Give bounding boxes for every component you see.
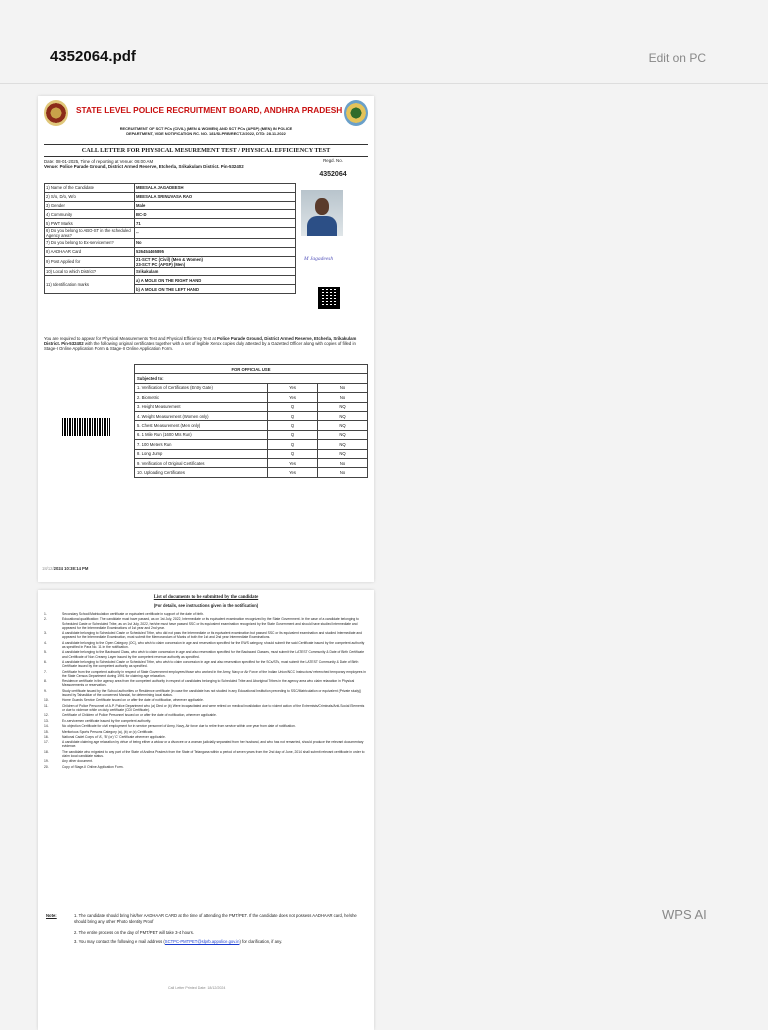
candidate-photo bbox=[301, 190, 343, 236]
detail-row bbox=[45, 219, 296, 228]
document-item bbox=[44, 698, 368, 702]
official-cell-a: Yes bbox=[268, 468, 318, 477]
identification-label: 11) Identification marks bbox=[45, 276, 135, 294]
document-item bbox=[44, 679, 368, 687]
document-item-text: Ex-servicemen certificate issued by the competent authority. bbox=[62, 718, 151, 723]
identification-a: a) A MOLE ON THE RIGHT HAND bbox=[135, 276, 296, 285]
official-cell-item: 6. 1 Mile Run (1600 Mts Run) bbox=[135, 430, 268, 439]
document-item-text: Study certificate issued by the School authorities or Residence certificate (in case the candidate has not studied in any Educational Institution preceding to SSC/Matriculation or equivalent (Private study)) issued by Tahasildar of the concerned Mandal, for determining local status. bbox=[62, 688, 362, 697]
note-1: 1. The candidate should bring his/her AADHAAR CARD at the time of attending the PMT/PET. If the candidate does not possess AADHAAR card, he/she should bring any other Photo Identity Proof bbox=[74, 913, 357, 924]
documents-page bbox=[38, 590, 374, 1030]
document-item-number: 19. bbox=[44, 759, 49, 764]
detail-row bbox=[45, 210, 296, 219]
document-item-number: 12. bbox=[44, 713, 49, 718]
detail-label: 10) Local to which District? bbox=[45, 267, 135, 276]
document-item-number: 2. bbox=[44, 617, 47, 622]
document-item-number: 9. bbox=[44, 688, 47, 693]
document-item-number: 5. bbox=[44, 650, 47, 655]
document-item bbox=[44, 641, 368, 649]
call-letter-title: CALL LETTER FOR PHYSICAL MESUREMENT TEST / PHYSICAL EFFICIENCY TEST bbox=[81, 147, 331, 154]
official-cell-item: 9. Verification of Original Certificates bbox=[135, 458, 268, 467]
print-timestamp bbox=[42, 566, 88, 571]
document-item bbox=[44, 750, 368, 758]
date-line: Date: 08-01-2025, Time of reporting at Venue: 06:00 AM bbox=[44, 159, 154, 164]
official-cell-item: 2. Biometric bbox=[135, 393, 268, 402]
detail-value: -- bbox=[135, 227, 296, 238]
wps-ai-button[interactable]: WPS AI bbox=[662, 907, 707, 922]
detail-label: 9) Post Applied for bbox=[45, 256, 135, 267]
official-row bbox=[135, 468, 368, 477]
note-3 bbox=[74, 939, 368, 945]
document-item bbox=[44, 612, 368, 616]
document-item-text: A candidate claiming age relaxation by virtue of being either a widow or a divorcee or a woman judicially separated from her husband, and who has not remarried, should produce the relevant documentary evidence. bbox=[62, 740, 364, 749]
identification-b: b) A MOLE ON THE LEFT HAND bbox=[135, 285, 296, 294]
regd-label: Regd. No. bbox=[323, 158, 343, 163]
detail-label: 4) Community bbox=[45, 210, 135, 219]
date-venue bbox=[44, 159, 296, 170]
detail-value: 526454465895 bbox=[135, 247, 296, 256]
document-item-number: 10. bbox=[44, 698, 49, 703]
photo-head bbox=[315, 198, 329, 215]
official-cell-a: Q bbox=[268, 430, 318, 439]
document-item-text: Home Guards Service Certificate issued on or after the date of notification, wherever applicable. bbox=[62, 698, 204, 703]
document-item-text: The candidate who migrated to any part of the State of Andhra Pradesh from the State of Telangana within a period of seven years from the 2nd day of June, 2014 shall submit relevant certificate in order to claim local candidate status. bbox=[62, 749, 365, 759]
detail-value: 71 bbox=[135, 219, 296, 228]
official-cell-item: 4. Weight Measurement (Women only) bbox=[135, 411, 268, 420]
divider bbox=[44, 156, 368, 157]
official-row bbox=[135, 383, 368, 392]
official-cell-item: 8. Long Jump bbox=[135, 449, 268, 458]
recruitment-line-1: RECRUITMENT OF SCT PCs (CIVIL) (MEN & WOMEN) AND SCT PCs (APSP) (MEN) IN POLICE bbox=[119, 126, 293, 131]
official-row bbox=[135, 430, 368, 439]
document-item-text: Secondary School/Matriculation certificate or equivalent certificate in support of the date of birth. bbox=[62, 612, 204, 616]
document-item-number: 3. bbox=[44, 631, 47, 636]
top-bar bbox=[0, 0, 768, 84]
document-item bbox=[44, 724, 368, 728]
official-cell-a: Q bbox=[268, 440, 318, 449]
identification-row bbox=[45, 276, 296, 285]
note-label: Note: bbox=[46, 913, 57, 918]
official-header-row bbox=[135, 365, 368, 374]
document-item-text: A candidate belonging to the Open Category (OC), who wish to claim concession in age and reservation specified for the EWS category, should submit the said Certificate issued by the competent authority as specified in Para No. 11 in the notification. bbox=[62, 640, 365, 649]
instruction-paragraph bbox=[44, 336, 368, 352]
detail-value: MEESALA JAGADEESH bbox=[135, 184, 296, 193]
detail-label: 8) AADHAAR Card bbox=[45, 247, 135, 256]
document-item-number: 16. bbox=[44, 734, 49, 739]
official-row bbox=[135, 411, 368, 420]
official-cell-b: No bbox=[318, 393, 368, 402]
qr-code-icon bbox=[320, 289, 338, 307]
document-item-number: 1. bbox=[44, 612, 47, 616]
document-item bbox=[44, 670, 368, 678]
police-emblem-icon bbox=[44, 100, 68, 126]
printed-date-footer: Call Letter Printed Date: 18/12/2024 bbox=[168, 986, 226, 990]
document-item-text: A candidate belonging to Scheduled Caste or Scheduled Tribe, who wish to claim concession in age and also reservation specified for the SCs/STs, must submit the LATEST Community & Date of Birth Certificate issued by the competent authority as specified. bbox=[62, 659, 359, 669]
document-item-number: 20. bbox=[44, 764, 49, 769]
official-cell-a: Yes bbox=[268, 458, 318, 467]
document-item-number: 15. bbox=[44, 729, 49, 734]
timestamp: 2024 10:38:14 PM bbox=[53, 566, 89, 571]
contact-email-link[interactable]: SCTPC-PMTPET@slprb.appolice.gov.in bbox=[164, 939, 240, 944]
document-item-text: Educational qualification: The candidate must have passed, as on 1st July, 2022, Intermediate or its equivalent examination recognized by the State Government. In the case of a candidate belonging to Scheduled Caste or Scheduled Tribe, as on 1st July, 2022, he/she must have passed SSC or its equivalent examination recognized by the State Government and should have studied Intermediate and appeared for the Intermediate Examinations of 1st year and 2nd year. bbox=[62, 617, 359, 630]
document-item bbox=[44, 617, 368, 630]
document-item bbox=[44, 650, 368, 658]
document-item-number: 11. bbox=[44, 703, 49, 708]
detail-value: BC-D bbox=[135, 210, 296, 219]
detail-value: 21-SCT PC (Civil) (Men & Women) 23-SCT PC (APSP) (Men) bbox=[135, 256, 296, 267]
detail-label: 6) Do you belong to ABO-ST in the scheduled Agency area? bbox=[45, 227, 135, 238]
recruitment-notice bbox=[48, 126, 364, 136]
detail-row bbox=[45, 256, 296, 267]
barcode-icon bbox=[62, 418, 110, 436]
document-item-text: Certificate of Children of Police Personnel issued on or after the date of notification, wherever applicable. bbox=[62, 713, 217, 718]
official-cell-a: Q bbox=[268, 449, 318, 458]
detail-label: 7) Do you belong to Ex-servicemen? bbox=[45, 238, 135, 247]
document-item-number: 6. bbox=[44, 659, 47, 664]
document-item-text: Meritorious Sports Persons Category (a), (b) or (c) Certificate. bbox=[62, 729, 154, 734]
document-item bbox=[44, 730, 368, 734]
detail-row bbox=[45, 192, 296, 201]
official-cell-item: 1. Verification of Certificates (Entry Gate) bbox=[135, 383, 268, 392]
recruitment-line-2: DEPARTMENT, VIDE NOTIFICATION RC. NO. 181/SLPRB/RECT.2/2022, DTD: 28.11.2022 bbox=[126, 131, 286, 136]
file-name: 4352064.pdf bbox=[50, 48, 136, 65]
detail-row bbox=[45, 247, 296, 256]
document-item-text: A candidate belonging to Scheduled Caste or Scheduled Tribe, who did not pass the Intermediate or its equivalent examination but passed SSC or its equivalent examination and studied Intermediate and appeared for the Intermediate Examination, must submit the Memorandum of Marks of both the 1st and 2nd year Intermediate Examinations. bbox=[62, 631, 363, 640]
document-item-text: Copy of Stage-II Online Application Form. bbox=[62, 764, 124, 769]
document-item bbox=[44, 704, 368, 712]
official-use-table bbox=[134, 364, 368, 478]
detail-value: Male bbox=[135, 201, 296, 210]
venue-line: Venue: Police Parade Ground, District Armed Reserve, Etcherla, Srikakulam District. Pin-532402 bbox=[44, 164, 244, 170]
note-2: 2. The entire process on the day of PMT/PET will take 3-4 hours. bbox=[74, 930, 194, 935]
call-letter-page bbox=[38, 96, 374, 582]
official-row bbox=[135, 449, 368, 458]
state-emblem-icon bbox=[344, 100, 368, 126]
document-item bbox=[44, 765, 368, 769]
document-item-text: Certificate from the competent authority in respect of State Government employees/those who worked in the Army, Navy or Air Force of the Indian Union/NCC Instructors/ retrenched temporary employees in the State Census Department during 1991 for claiming age relaxation. bbox=[62, 669, 366, 678]
paragraph-text-end: with the following original certificates together with a set of legible Xerox copies duly attested by a Gazetted Officer along with copies of filled in Stage-I Online Application Form & Stage-II Online Application Form. bbox=[44, 341, 356, 352]
document-item-number: 17. bbox=[44, 740, 49, 745]
document-item bbox=[44, 689, 368, 697]
official-cell-a: Yes bbox=[268, 393, 318, 402]
official-cell-a: Q bbox=[268, 411, 318, 420]
official-header: FOR OFFICIAL USE bbox=[135, 365, 368, 374]
detail-row bbox=[45, 201, 296, 210]
photo-body bbox=[307, 216, 337, 236]
documents-list bbox=[44, 612, 368, 770]
document-item-number: 8. bbox=[44, 679, 47, 684]
official-cell-b: No bbox=[318, 458, 368, 467]
note-3-end: ) for clarification, if any. bbox=[239, 939, 283, 944]
edit-on-pc-button[interactable]: Edit on PC bbox=[648, 51, 706, 65]
detail-row bbox=[45, 267, 296, 276]
detail-label: 1) Name of the Candidate bbox=[45, 184, 135, 193]
official-row bbox=[135, 421, 368, 430]
documents-title: List of documents to be submitted by the candidate bbox=[153, 595, 259, 600]
official-cell-item: 3. Height Measurement bbox=[135, 402, 268, 411]
document-item bbox=[44, 660, 368, 668]
detail-value: No bbox=[135, 238, 296, 247]
detail-label: 3) Gender bbox=[45, 201, 135, 210]
document-item-number: 7. bbox=[44, 669, 47, 674]
official-cell-item: 5. Chest Measurement (Men only) bbox=[135, 421, 268, 430]
official-cell-a: Yes bbox=[268, 383, 318, 392]
document-item-text: No objection Certificate for civil employment for in service personnel of Army, Navy, Air force due to retire from service within one year from date of notification. bbox=[62, 724, 296, 729]
document-item-number: 18. bbox=[44, 749, 49, 754]
official-cell-b: NQ bbox=[318, 449, 368, 458]
official-cell-a: Q bbox=[268, 421, 318, 430]
regd-number: 4352064 bbox=[319, 171, 347, 178]
timestamp-prefix: 18/12/ bbox=[42, 566, 54, 571]
candidate-details-table bbox=[44, 183, 296, 294]
detail-label: 2) S/o, D/o, W/o bbox=[45, 192, 135, 201]
paragraph-venue: Police Parade Ground, District Armed Reserve, Etcherla, Srikakulam District. Pin-532402 bbox=[44, 336, 357, 347]
document-item-text: Any other document. bbox=[62, 759, 93, 764]
board-title: STATE LEVEL POLICE RECRUITMENT BOARD, ANDHRA PRADESH bbox=[76, 105, 343, 115]
subjected-to-label: Subjected to: bbox=[135, 374, 368, 383]
official-cell-b: No bbox=[318, 468, 368, 477]
document-item bbox=[44, 631, 368, 639]
document-item bbox=[44, 759, 368, 763]
document-item-number: 4. bbox=[44, 640, 47, 645]
official-row bbox=[135, 402, 368, 411]
document-item-text: A candidate belonging to the Backward Class, who wish to claim concession in age and also reservation specified for the Backward Classes, must submit the LATEST Community & Date of Birth Certificate and Certificate of Non Creamy Layer issued by the competent revenue authority as specified. bbox=[62, 650, 365, 659]
detail-row bbox=[45, 227, 296, 238]
document-item-text: Residence certificate in the agency area from the competent authority in respect of candidates belonging to Scheduled Tribe and Aboriginal Tribes in the agency area who claim relaxation in Physical Measurements or reservation. bbox=[62, 679, 355, 688]
candidate-signature: M Jagadeesh bbox=[304, 256, 334, 262]
official-cell-b: NQ bbox=[318, 440, 368, 449]
official-cell-b: NQ bbox=[318, 411, 368, 420]
detail-row bbox=[45, 184, 296, 193]
official-cell-item: 10. Uploading Certificates bbox=[135, 468, 268, 477]
document-item-text: Children of Police Personnel of A.P. Police Department who (a) Died or (b) Were incapacitated and were retired on medical invalidation due to violent action of the Extremists/Criminals/Anti-Social Elements or due to violence while on duty certificate (CDI Certificate). bbox=[62, 703, 365, 712]
detail-row bbox=[45, 238, 296, 247]
official-row bbox=[135, 440, 368, 449]
document-item bbox=[44, 740, 368, 748]
official-cell-item: 7. 100 Meters Run bbox=[135, 440, 268, 449]
detail-value: Srikakulam bbox=[135, 267, 296, 276]
documents-subtitle: (For details, see instructions given in the notification) bbox=[153, 603, 259, 608]
document-item bbox=[44, 735, 368, 739]
divider bbox=[44, 144, 368, 145]
document-item-number: 13. bbox=[44, 718, 49, 723]
subjected-row bbox=[135, 374, 368, 383]
document-item-text: National Cadet Corps of 'A', 'B' (or) 'C' Certificate wherever applicable. bbox=[62, 734, 166, 739]
document-item bbox=[44, 713, 368, 717]
official-cell-b: NQ bbox=[318, 430, 368, 439]
document-item-number: 14. bbox=[44, 724, 49, 729]
note-3-text: 3. You may contact the following e mail address ( bbox=[74, 939, 165, 944]
official-row bbox=[135, 393, 368, 402]
document-item bbox=[44, 719, 368, 723]
paragraph-text: You are required to appear for Physical Measurements Test and Physical Efficiency Test at bbox=[44, 336, 218, 341]
official-cell-b: NQ bbox=[318, 421, 368, 430]
detail-label: 5) PWT Marks bbox=[45, 219, 135, 228]
official-cell-b: No bbox=[318, 383, 368, 392]
official-row bbox=[135, 458, 368, 467]
detail-value: MEESALA SRINUVASA RAO bbox=[135, 192, 296, 201]
official-cell-b: NQ bbox=[318, 402, 368, 411]
official-cell-a: Q bbox=[268, 402, 318, 411]
